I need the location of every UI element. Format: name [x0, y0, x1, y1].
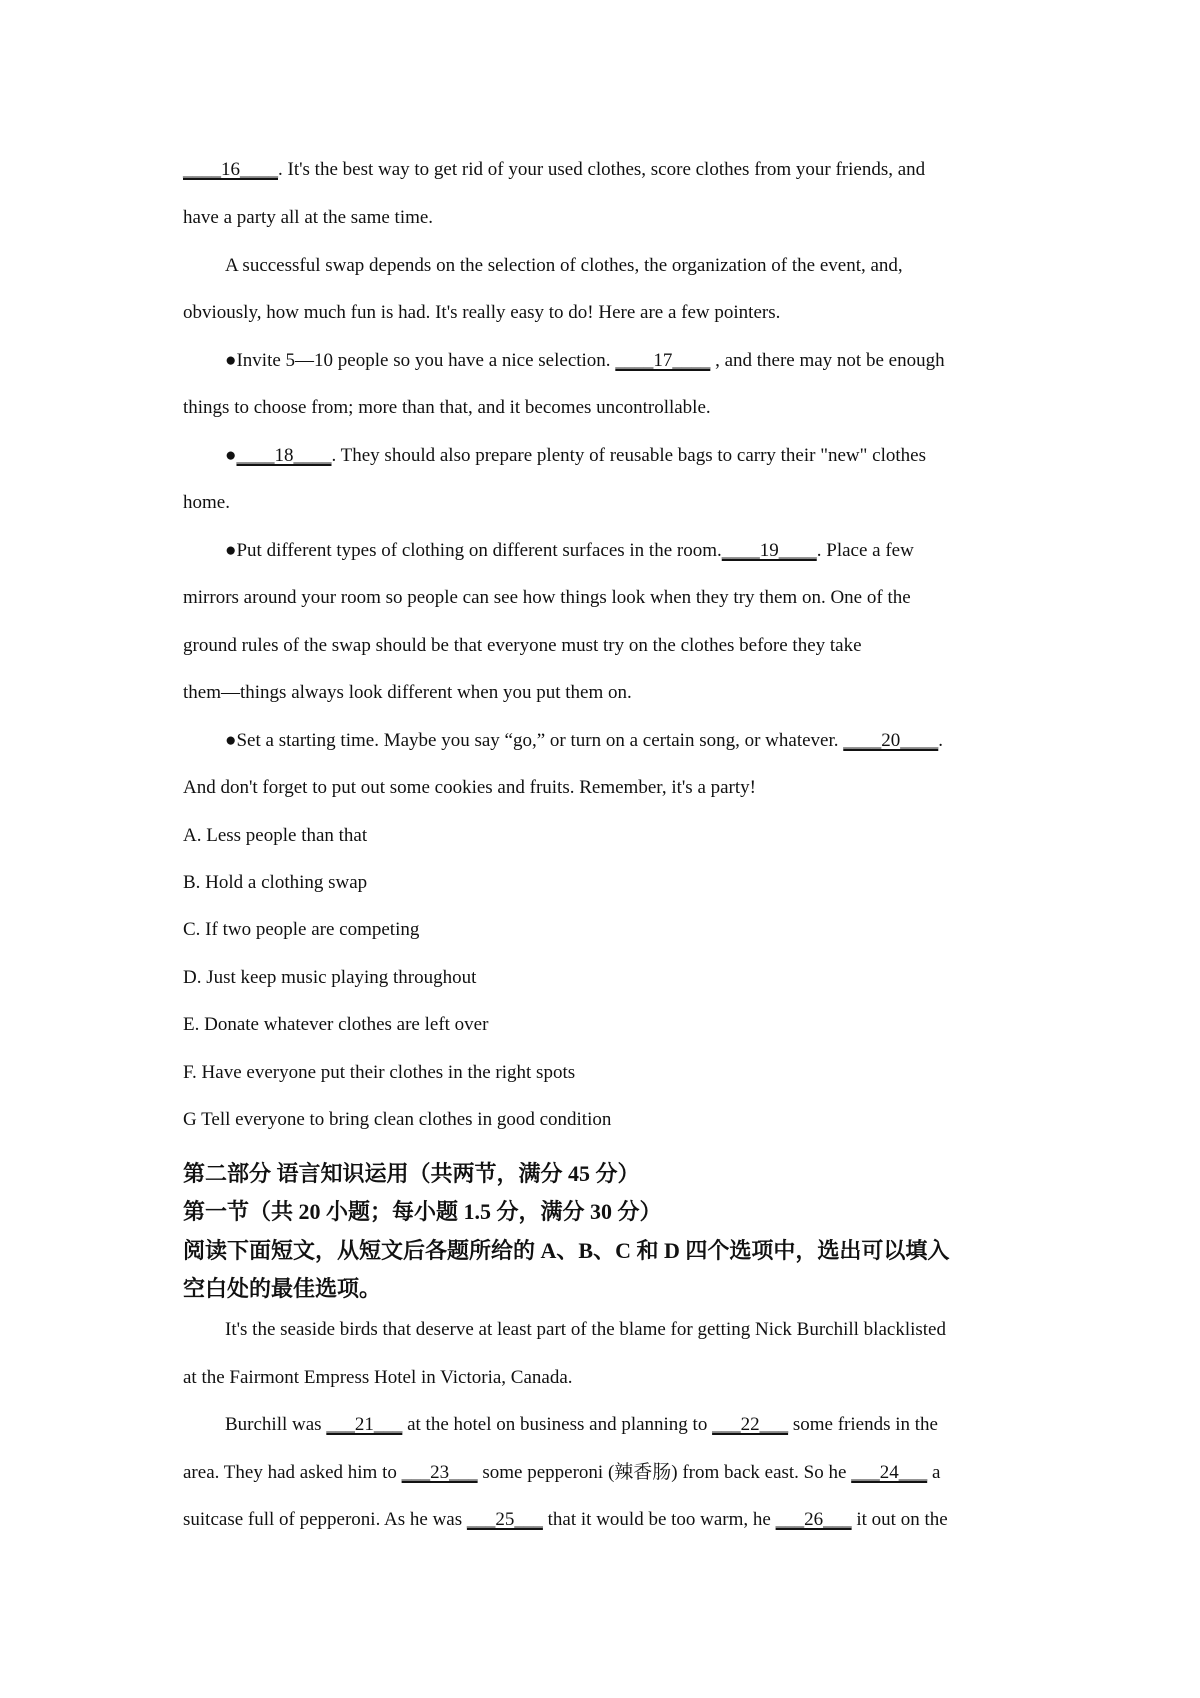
passage1-line: things to choose from; more than that, and it becomes uncontrollable. — [183, 397, 711, 418]
passage1-line: mirrors around your room so people can see how things look when they try them on. One of the — [183, 587, 911, 608]
passage2-line: Burchill was ___21___ at the hotel on business and planning to ___22___ some friends in the — [225, 1414, 938, 1435]
option-d: D. Just keep music playing throughout — [183, 967, 477, 988]
blank-20: ____20____ — [843, 730, 939, 751]
section-heading: 第二部分 语言知识运用（共两节，满分 45 分） — [183, 1161, 640, 1186]
passage1-line: ____16____. It's the best way to get rid of your used clothes, score clothes from your friends, and — [183, 159, 926, 180]
passage2-line: area. They had asked him to ___23___ some pepperoni (辣香肠) from back east. So he ___24___ a — [183, 1462, 941, 1483]
blank-24: ___24___ — [851, 1462, 928, 1483]
passage1-line: them—things always look different when you put them on. — [183, 682, 632, 703]
blank-23: ___23___ — [401, 1462, 478, 1483]
option-e: E. Donate whatever clothes are left over — [183, 1014, 489, 1035]
passage1-line: ground rules of the swap should be that everyone must try on the clothes before they take — [183, 635, 862, 656]
passage1-line: ●Invite 5—10 people so you have a nice selection. ____17____ , and there may not be enough — [225, 350, 945, 371]
passage1-line: And don't forget to put out some cookies and fruits. Remember, it's a party! — [183, 777, 756, 798]
passage2-line: suitcase full of pepperoni. As he was ___25___ that it would be too warm, he ___26___ it out on the — [183, 1509, 948, 1530]
passage1-line: ●Put different types of clothing on different surfaces in the room.____19____. Place a few — [225, 540, 914, 561]
section-instruction: 空白处的最佳选项。 — [183, 1276, 382, 1301]
blank-25: ___25___ — [466, 1509, 543, 1530]
blank-22: ___22___ — [712, 1414, 789, 1435]
passage1-line: ●____18____. They should also prepare plenty of reusable bags to carry their "new" clothes — [225, 445, 926, 466]
blank-18: ____18____ — [236, 445, 332, 466]
blank-26: ___26___ — [775, 1509, 852, 1530]
option-f: F. Have everyone put their clothes in the right spots — [183, 1062, 576, 1083]
blank-17: ____17____ — [615, 350, 711, 371]
option-g: G Tell everyone to bring clean clothes in good condition — [183, 1109, 612, 1130]
option-c: C. If two people are competing — [183, 919, 420, 940]
option-b: B. Hold a clothing swap — [183, 872, 368, 893]
passage1-line: have a party all at the same time. — [183, 207, 434, 228]
passage2-line: at the Fairmont Empress Hotel in Victoria, Canada. — [183, 1367, 573, 1388]
passage2-line: It's the seaside birds that deserve at least part of the blame for getting Nick Burchill blacklisted — [225, 1319, 946, 1340]
blank-19: ____19____ — [721, 540, 817, 561]
passage1-line: A successful swap depends on the selection of clothes, the organization of the event, and, — [225, 255, 903, 276]
section-instruction: 阅读下面短文，从短文后各题所给的 A、B、C 和 D 四个选项中，选出可以填入 — [183, 1238, 950, 1263]
passage1-line: obviously, how much fun is had. It's really easy to do! Here are a few pointers. — [183, 302, 781, 323]
blank-21: ___21___ — [326, 1414, 403, 1435]
passage1-line: home. — [183, 492, 230, 513]
section-subheading: 第一节（共 20 小题；每小题 1.5 分，满分 30 分） — [183, 1199, 662, 1224]
blank-16: ____16____ — [183, 159, 278, 180]
option-a: A. Less people than that — [183, 825, 368, 846]
passage1-line: ●Set a starting time. Maybe you say “go,” or turn on a certain song, or whatever. ____20____. — [225, 730, 944, 751]
